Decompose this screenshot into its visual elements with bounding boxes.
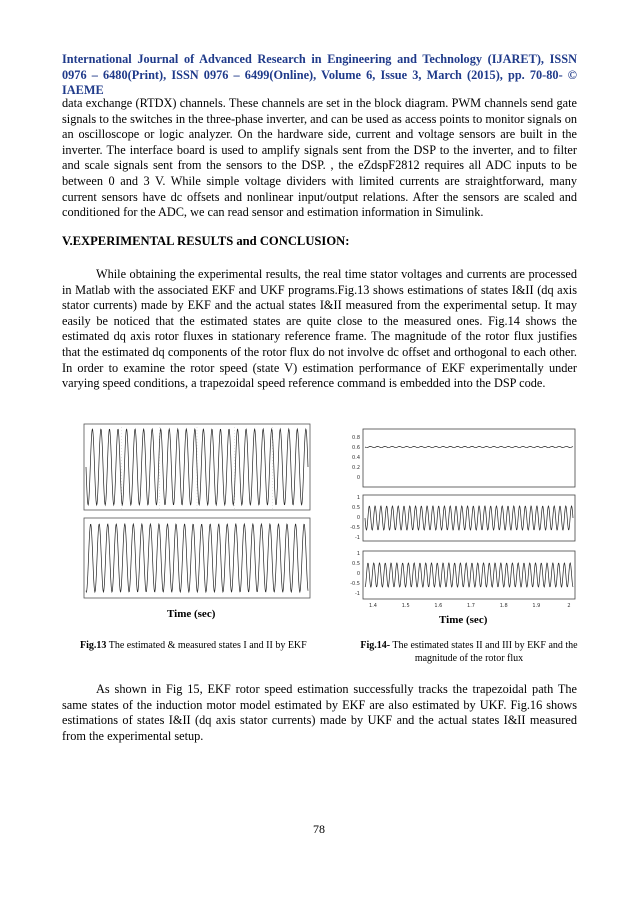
fig14-mid-y-tick-label: 0 [356,515,360,521]
fig14-top-y-tick-label: 0 [356,475,360,481]
fig14-mid-y-tick-label: -0.5 [350,525,360,531]
fig14-bottom-y-tick-label: -0.5 [350,581,360,587]
paragraph-1-text: data exchange (RTDX) channels. These channels are set in the block diagram. PWM channels send gate signals to the switches in the three-phase inverter, and can be used as access points to monitor signals on an oscilloscope or logic analyzer. On the hardware side, current and voltage sensors are built in the inverter. The interface board is used to amplify signals sent from the DSP to the inverter, and to filter and scale signals sent from the sensors to the DSP. , the eZdspF2812 requires all ADC inputs to be between 0 and 3 V. While simple voltage dividers with limited currents are straightforward, many current sensors have dc offsets and nonlinear input/output relations. After the sensors are scaled and conditioned for the ADC, we can read sensor and estimation information in Simulink. [62,96,577,220]
fig14-bottom-panel [363,551,575,599]
paragraph-3 [62,682,577,744]
figure-13 [74,420,314,630]
fig14-mid-y-tick-label: 1 [356,495,360,501]
page-number: 78 [313,822,325,836]
paragraph-3-text: As shown in Fig 15, EKF rotor speed estimation successfully tracks the trapezoidal path The same states of the induction motor model estimated by EKF are also estimated by UKF. Fig.16 shows estimations of states I&II (dq axis stator currents) made by UKF and the actual states I&II measured from the experimental setup. [62,682,577,743]
paragraph-1 [62,96,577,221]
fig14-top-y-tick-label: 0.6 [352,445,360,451]
figure-14-plot [343,425,579,631]
fig14-time-label: Time (sec) [439,614,488,626]
fig14-x-tick-label: 1.7 [467,603,475,609]
fig14-top-y-tick-label: 0.4 [352,455,360,461]
figure-14 [343,425,579,631]
fig14-caption-text: The estimated states II and III by EKF and the magnitude of the rotor flux [390,640,578,664]
fig13-caption-label: Fig.13 [80,640,107,651]
paragraph-2-text: While obtaining the experimental results, the real time stator voltages and currents are processed in Matlab with the associated EKF and UKF programs.Fig.13 shows estimations of states I&II (dq axis stator currents) made by EKF and the actual states I&II measured from the experimental setup. It may easily be noticed that the estimated states are quite close to the measured ones. Fig.14 shows the estimated dq axis rotor fluxes in stationary reference frame. The magnitude of the rotor flux justifies that the estimated dq components of the rotor flux do not involve dc offset and orthogonal to each other. In order to examine the rotor speed (state V) estimation performance of EKF experimentally under varying speed conditions, a trapezoidal speed reference command is embedded into the DSP code. [62,267,577,391]
fig14-bottom-y-tick-label: 0.5 [352,561,360,567]
fig14-top-y-tick-label: 0.2 [352,465,360,471]
fig14-top-panel [363,429,575,487]
fig14-mid-y-tick-label: -1 [355,535,360,541]
fig14-x-tick-label: 1.5 [401,603,410,609]
figure-13-plot [74,420,314,630]
fig14-bottom-y-tick-label: 0 [356,571,360,577]
fig14-x-tick-label: 1.6 [434,603,443,609]
fig13-caption-text: The estimated & measured states I and II by EKF [106,640,307,651]
fig13-caption [80,640,340,653]
fig14-x-tick-label: 1.8 [499,603,508,609]
journal-header: International Journal of Advanced Research in Engineering and Technology (IJARET), ISSN 0976 – 6480(Print), ISSN 0976 – 6499(Online), Volume 6, Issue 3, March (2015), pp. 70-80- © IAEME [62,52,577,97]
fig13-time-label: Time (sec) [167,608,216,620]
fig14-bottom-y-tick-label: 1 [356,551,360,557]
paragraph-2 [62,267,577,392]
fig14-bottom-y-tick-label: -1 [355,591,360,597]
fig14-x-tick-label: 1.4 [369,603,377,609]
fig14-caption [343,640,595,665]
fig14-caption-label: Fig.14- [360,640,391,651]
section-heading: V.EXPERIMENTAL RESULTS and CONCLUSION: [62,234,350,248]
fig14-top-y-tick-label: 0.8 [352,435,360,441]
fig14-x-tick-label: 1.9 [532,603,541,609]
fig14-mid-y-tick-label: 0.5 [352,505,360,511]
fig14-x-tick-label: 2 [567,603,571,609]
